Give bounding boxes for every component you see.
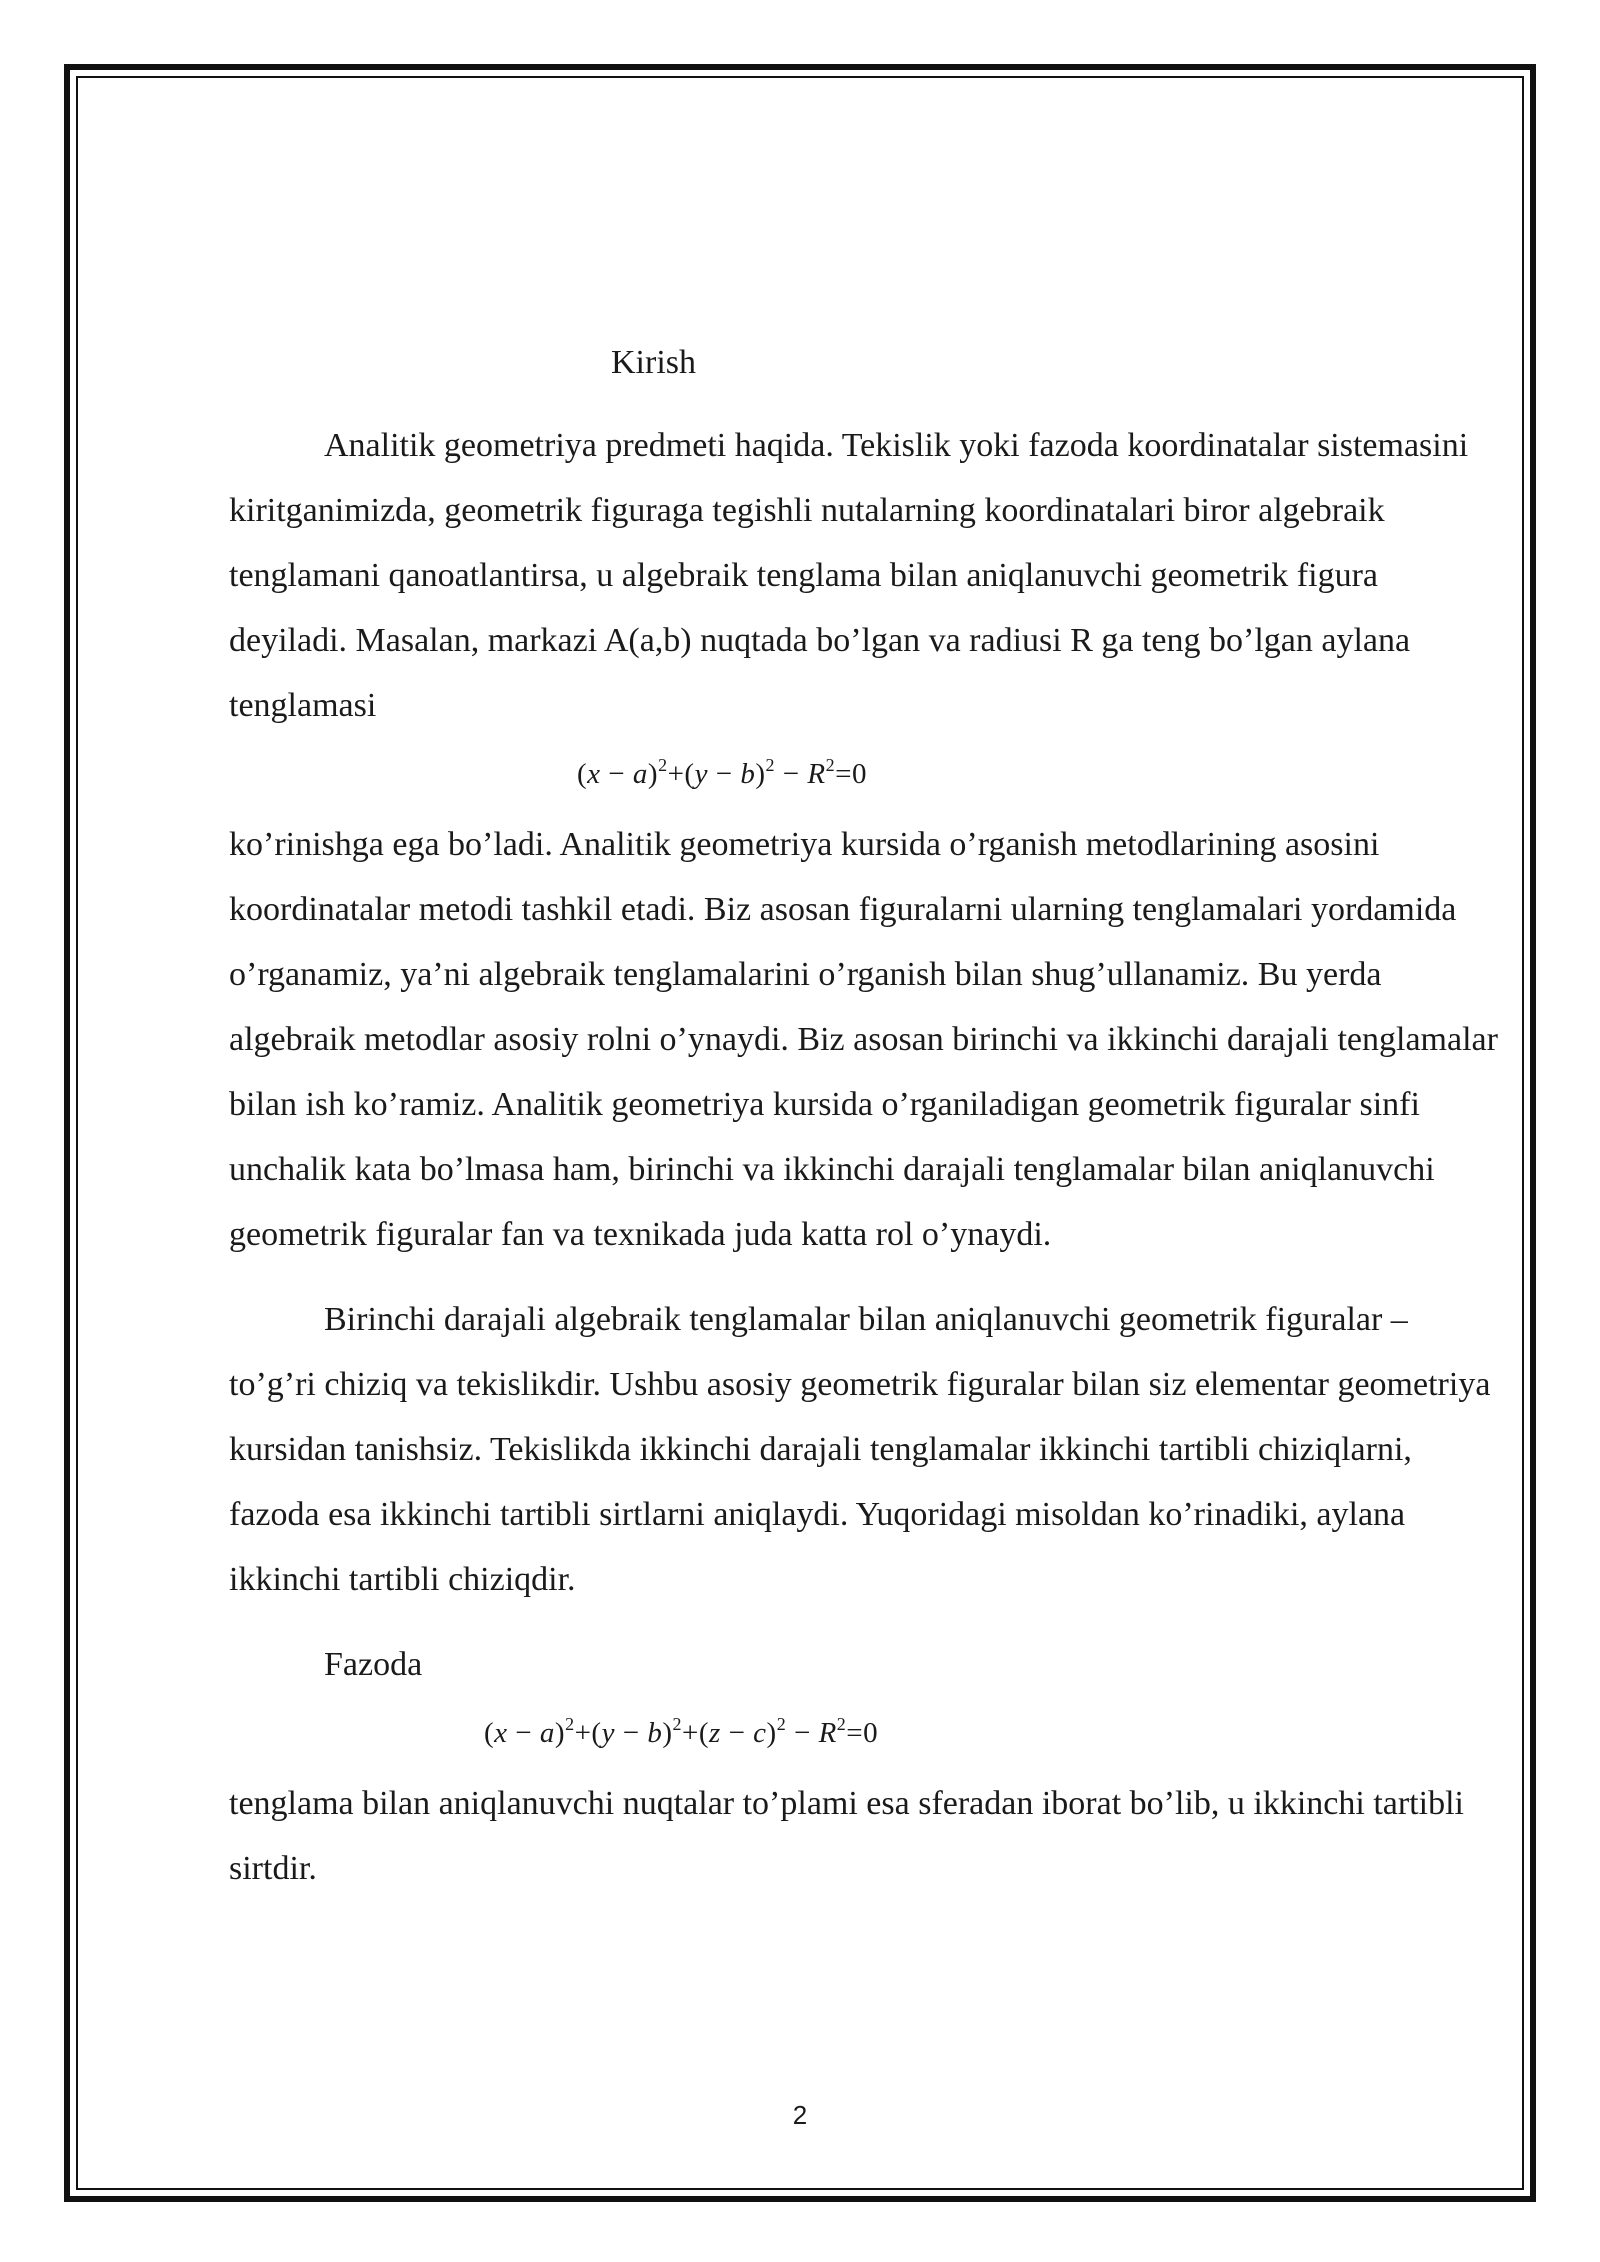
exponent: 2	[825, 755, 836, 775]
exponent: 2	[765, 755, 775, 775]
var-y: y	[694, 758, 708, 790]
paragraph-intro: Analitik geometriya predmeti haqida. Tekislik yoki fazoda koordinatalar sistemasini kiritganimizda, geometrik figuraga tegishli nutalarning koordinatalari biror algebraik tenglamani qanoatlantirsa, u algebraik tenglama bilan aniqlanuvchi geometrik figura deyiladi. Masalan, markazi A(a,b) nuqtada bo’lgan va radiusi R ga teng bo’lgan aylana tenglamasi	[229, 427, 1469, 724]
paragraph-first-degree: Birinchi darajali algebraik tenglamalar bilan aniqlanuvchi geometrik figuralar – to’g’ri chiziq va tekislikdir. Ushbu asosiy geometrik figuralar bilan siz elementar geometriya kursidan tanishsiz. Tekislikda ikkinchi darajali tenglamalar ikkinchi tartibli chiziqlarni, fazoda esa ikkinchi tartibli sirtlarni aniqlaydi. Yuqoridagi misoldan ko’rinadiki, aylana ikkinchi tartibli chiziqdir.	[229, 1301, 1491, 1598]
paragraph-gap	[229, 1612, 1499, 1632]
sphere-equation: $(x - a)^2+(y - b)^2+(z - c)^2 - R^2=0$	[484, 1714, 879, 1749]
section-heading: Kirish	[611, 344, 696, 381]
var-b: b	[647, 1717, 663, 1749]
var-c: c	[753, 1717, 767, 1749]
var-b: b	[740, 758, 756, 790]
exponent: 2	[776, 1714, 787, 1734]
var-x: x	[587, 758, 601, 790]
var-r: R	[807, 758, 826, 790]
paragraph-sphere: tenglama bilan aniqlanuvchi nuqtalar to’plami esa sferadan iborat bo’lib, u ikkinchi tartibli sirtdir.	[229, 1785, 1464, 1887]
circle-equation: $(x - a)^2+(y - b)^2 - R^2=0$	[577, 755, 867, 790]
paragraph-fazoda: Fazoda	[324, 1646, 423, 1683]
zero: 0	[863, 1717, 879, 1749]
paragraph-gap	[229, 1267, 1499, 1287]
paragraph-method: ko’rinishga ega bo’ladi. Analitik geometriya kursida o’rganish metodlarining asosini koordinatalar metodi tashkil etadi. Biz asosan figuralarni ularning tenglamalari yordamida o’rganamiz, ya’ni algebraik tenglamalarini o’rganish bilan shug’ullanamiz. Bu yerda algebraik metodlar asosiy rolni o’ynaydi. Biz asosan birinchi va ikkinchi darajali tenglamalar bilan ish ko’ramiz. Analitik geometriya kursida o’rganiladigan geometrik figuralar sinfi unchalik kata bo’lmasa ham, birinchi va ikkinchi darajali tenglamalar bilan aniqlanuvchi geometrik figuralar fan va texnikada juda katta rol o’ynaydi.	[229, 826, 1498, 1253]
zero: 0	[851, 758, 867, 790]
page-content	[229, 330, 1499, 1901]
var-a: a	[632, 758, 648, 790]
page-number: 2	[792, 2100, 808, 2130]
exponent: 2	[565, 1714, 575, 1734]
var-y: y	[601, 1717, 615, 1749]
var-x: x	[494, 1717, 508, 1749]
var-a: a	[539, 1717, 555, 1749]
var-z: z	[709, 1717, 721, 1749]
exponent: 2	[836, 1714, 847, 1734]
exponent: 2	[658, 755, 668, 775]
var-r: R	[818, 1717, 837, 1749]
exponent: 2	[672, 1714, 682, 1734]
